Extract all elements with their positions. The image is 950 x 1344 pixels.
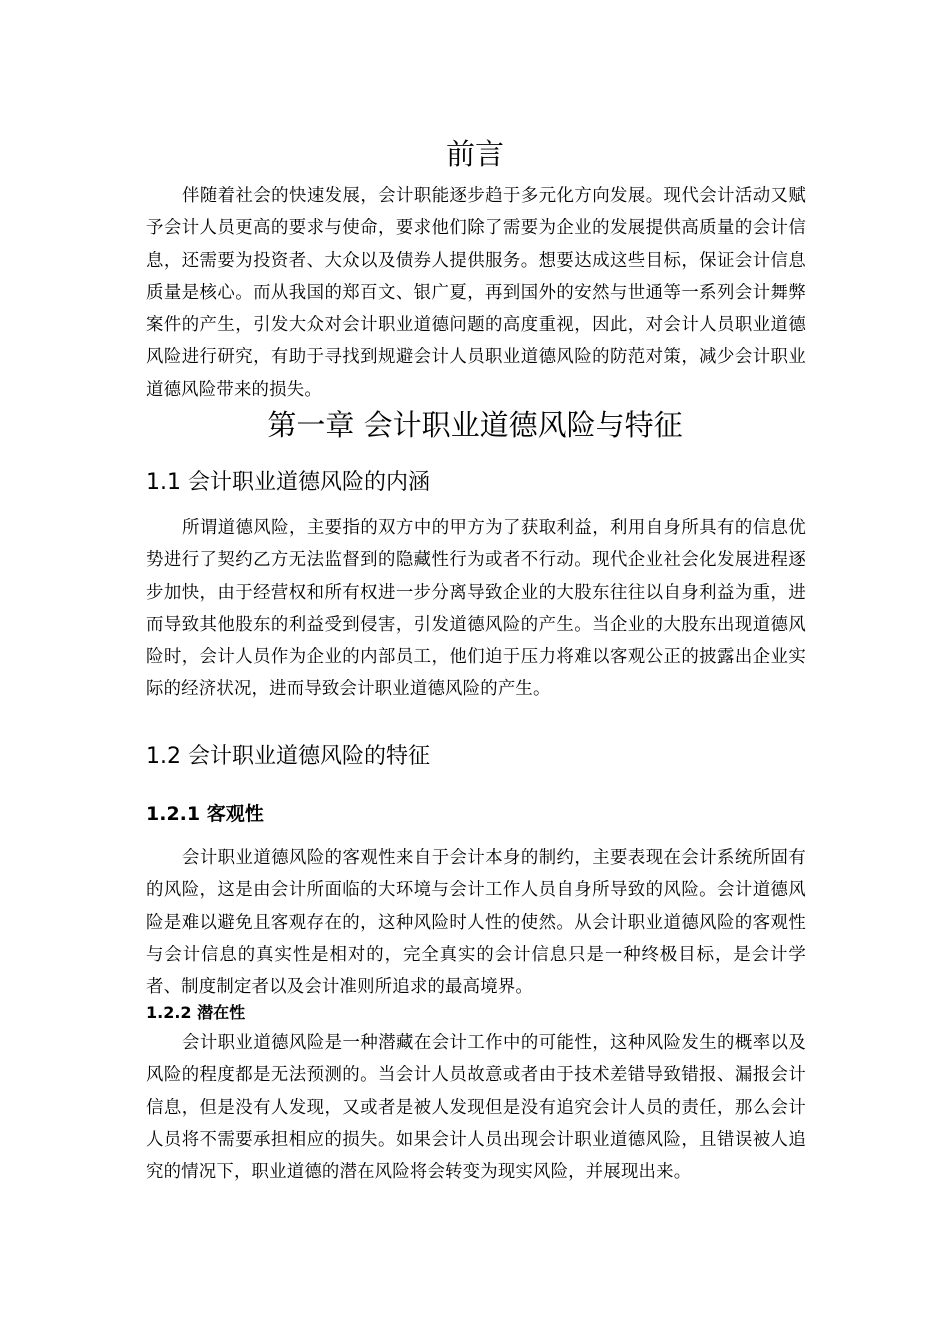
subsection-1-2-2-paragraph: 会计职业道德风险是一种潜藏在会计工作中的可能性，这种风险发生的概率以及风险的程度都是无法预测的。当会计人员故意或者由于技术差错导致错报、漏报会计信息，但是没有人发现，又或者是被人发现但是没有追究会计人员的责任，那么会计人员将不需要承担相应的损失。如果会计人员出现会计职业道德风险，且错误被人追究的情况下，职业道德的潜在风险将会转变为现实风险，并展现出来。 bbox=[146, 1033, 806, 1183]
subsection-1-2-1-paragraph: 会计职业道德风险的客观性来自于会计本身的制约，主要表现在会计系统所固有的风险，这是由会计所面临的大环境与会计工作人员自身所导致的风险。会计道德风险是难以避免且客观存在的，这种风险时人性的使然。从会计职业道德风险的客观性与会计信息的真实性是相对的，完全真实的会计信息只是一种终极目标，是会计学者、制度制定者以及会计准则所追求的最高境界。 bbox=[146, 848, 806, 998]
preface-paragraph: 伴随着社会的快速发展，会计职能逐步趋于多元化方向发展。现代会计活动又赋予会计人员更高的要求与使命，要求他们除了需要为企业的发展提供高质量的会计信息，还需要为投资者、大众以及债券人提供服务。想要达成这些目标，保证会计信息质量是核心。而从我国的郑百文、银广夏，再到国外的安然与世通等一系列会计舞弊案件的产生，引发大众对会计职业道德问题的高度重视，因此，对会计人员职业道德风险进行研究，有助于寻找到规避会计人员职业道德风险的防范对策，减少会计职业道德风险带来的损失。 bbox=[146, 186, 806, 400]
preface-title: 前言 bbox=[445, 137, 504, 171]
section-heading-1-1: 1.1 会计职业道德风险的内涵 bbox=[146, 470, 430, 495]
section-heading-1-2: 1.2 会计职业道德风险的特征 bbox=[146, 744, 430, 769]
subsection-heading-1-2-1: 1.2.1 客观性 bbox=[146, 803, 264, 825]
section-1-1-paragraph: 所谓道德风险，主要指的双方中的甲方为了获取利益，利用自身所具有的信息优势进行了契约乙方无法监督到的隐藏性行为或者不行动。现代企业社会化发展进程逐步加快，由于经营权和所有权进一步分离导致企业的大股东往往以自身利益为重，进而导致其他股东的利益受到侵害，引发道德风险的产生。当企业的大股东出现道德风险时，会计人员作为企业的内部员工，他们迫于压力将难以客观公正的披露出企业实际的经济状况，进而导致会计职业道德风险的产生。 bbox=[146, 518, 806, 700]
subsection-heading-1-2-2: 1.2.2 潜在性 bbox=[146, 1003, 246, 1022]
chapter-title: 第一章 会计职业道德风险与特征 bbox=[267, 408, 683, 442]
